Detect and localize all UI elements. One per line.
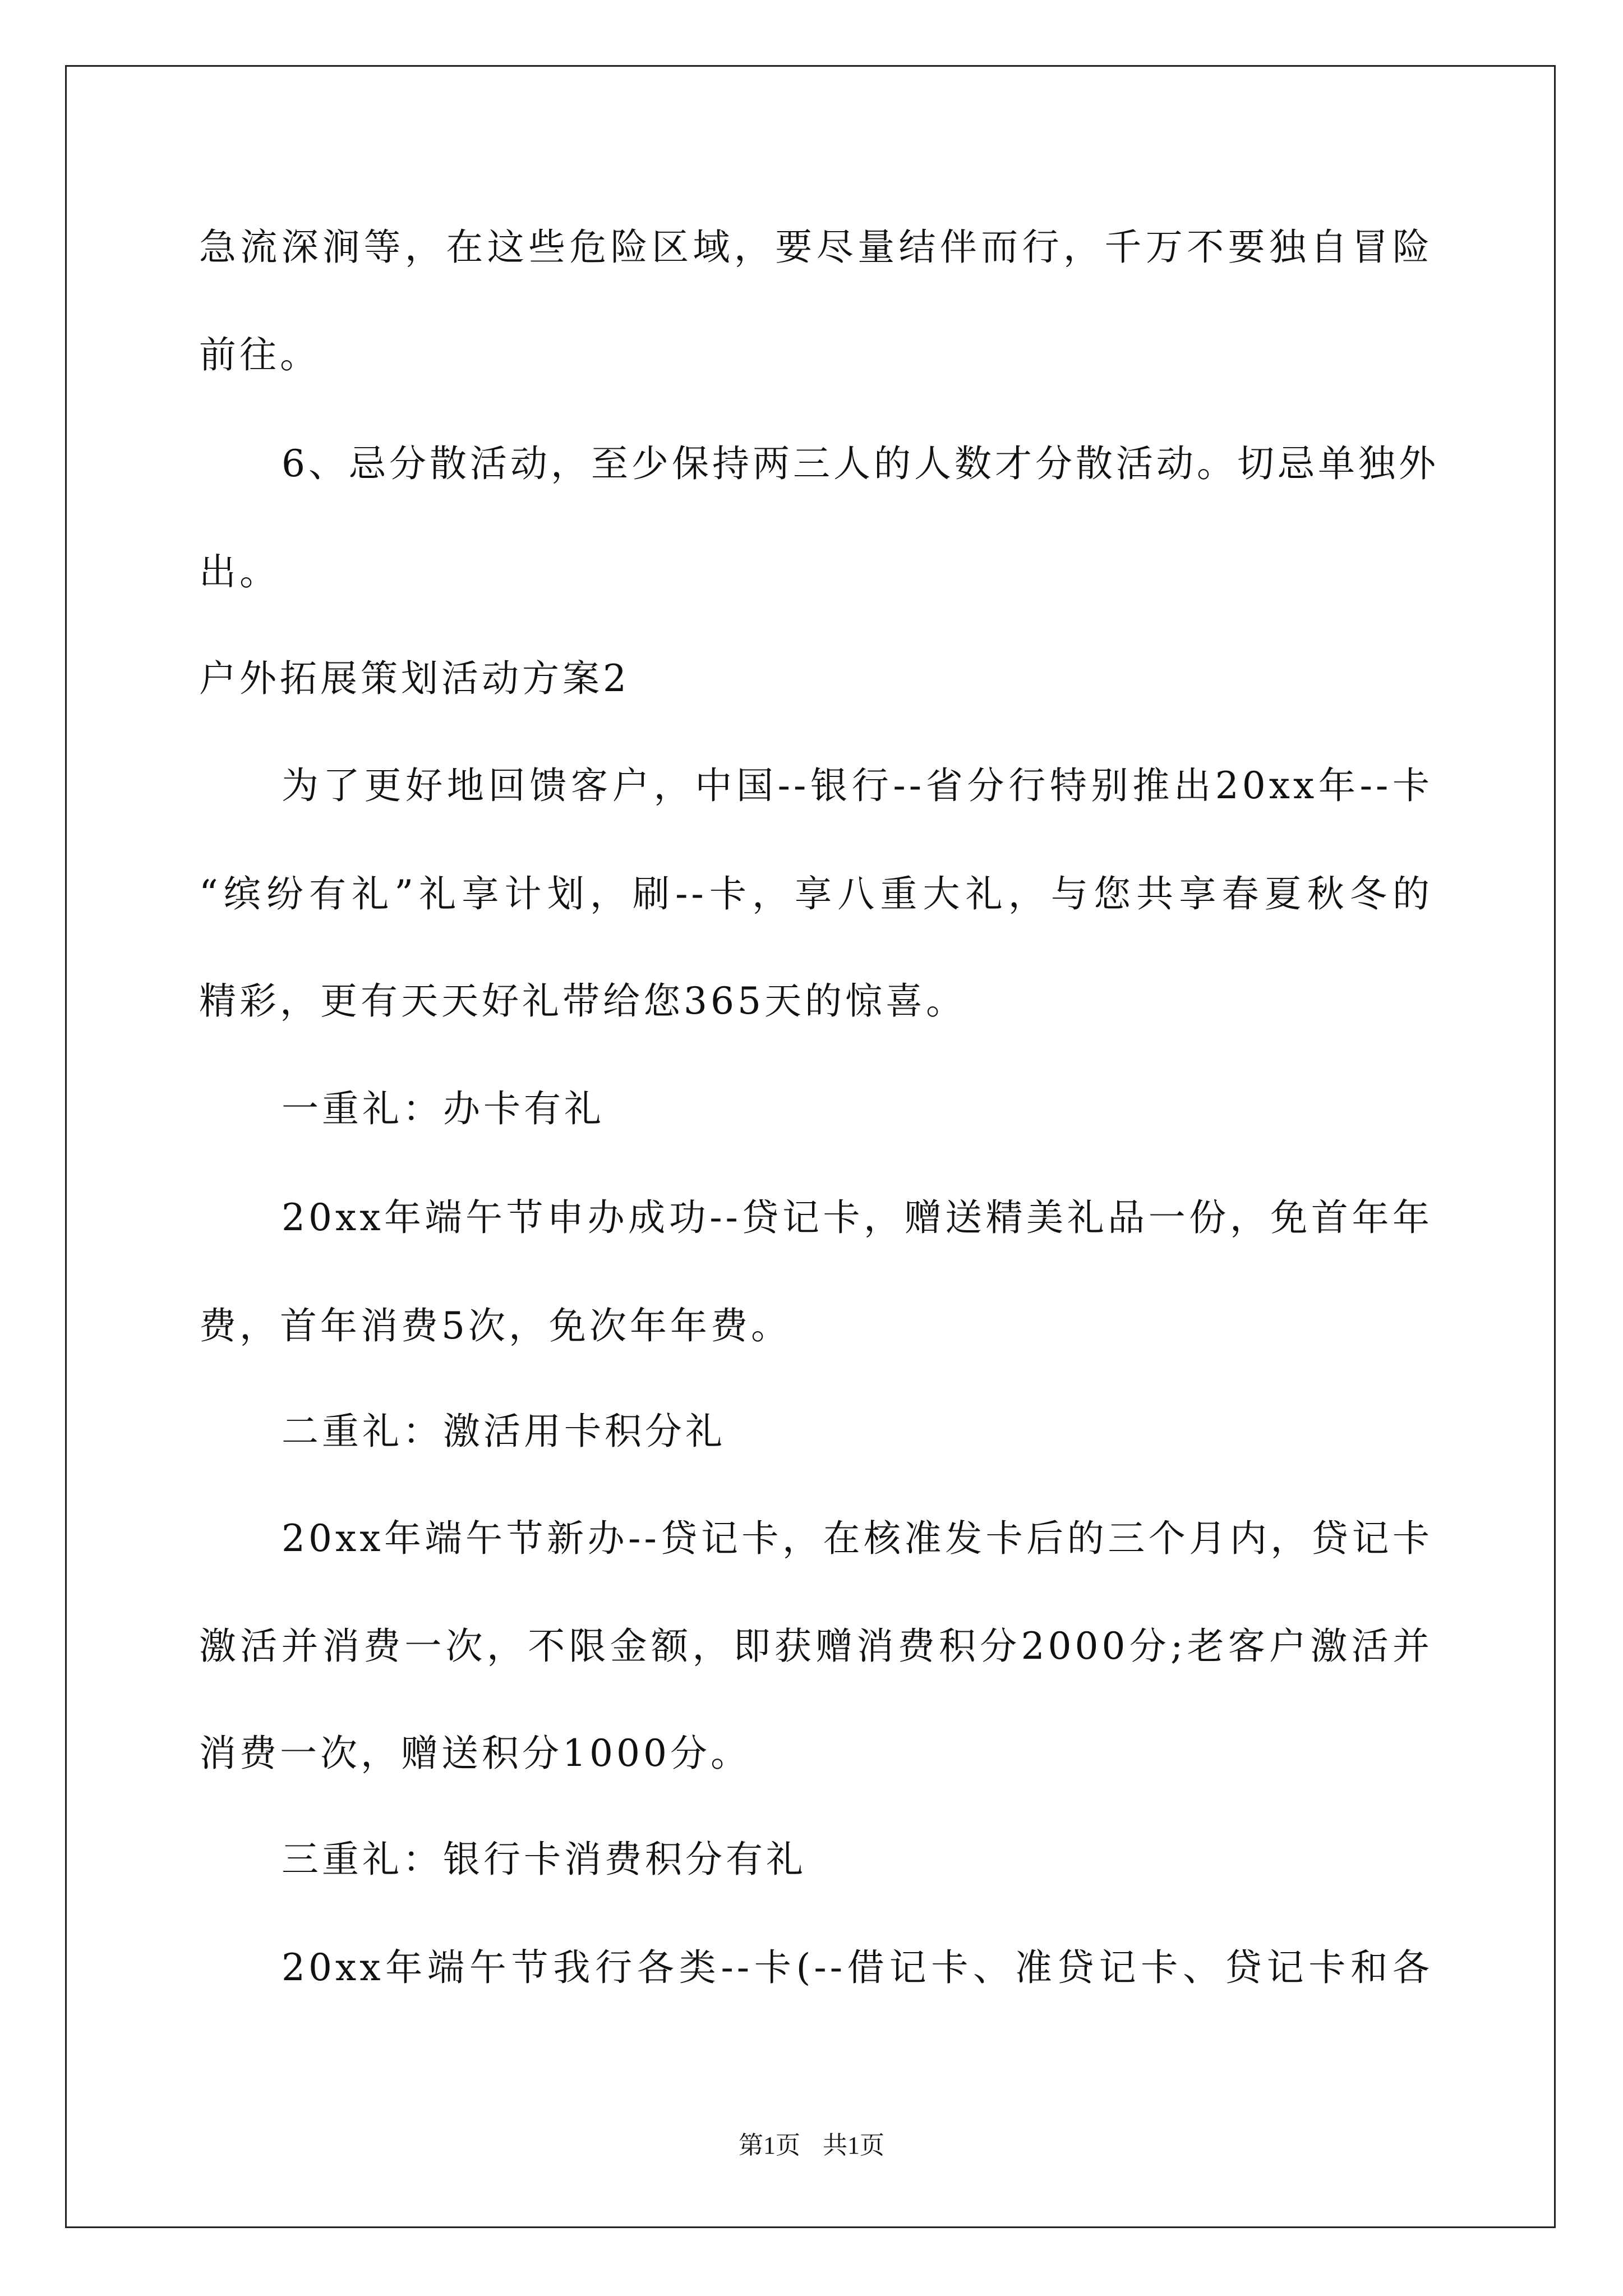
paragraph-line: 激活并消费一次，不限金额，即获赠消费积分2000分;老客户激活并	[199, 1625, 1433, 1668]
subheading: 一重礼：办卡有礼	[282, 1087, 605, 1130]
section-heading: 户外拓展策划活动方案2	[199, 657, 630, 700]
list-item-line: 6、忌分散活动，至少保持两三人的人数才分散活动。切忌单独外	[282, 442, 1439, 485]
paragraph-line: 急流深涧等，在这些危险区域，要尽量结伴而行，千万不要独自冒险	[199, 226, 1433, 269]
subheading: 三重礼：银行卡消费积分有礼	[282, 1838, 806, 1881]
paragraph-line: 20xx年端午节新办--贷记卡，在核准发卡后的三个月内，贷记卡	[282, 1517, 1433, 1560]
page-footer	[0, 2129, 1623, 2162]
paragraph-line: 精彩，更有天天好礼带给您365天的惊喜。	[199, 979, 966, 1023]
page-number: 第1页	[739, 2132, 800, 2159]
subheading: 二重礼：激活用卡积分礼	[282, 1410, 726, 1453]
paragraph-line: “缤纷有礼”礼享计划，刷--卡，享八重大礼，与您共享春夏秋冬的	[199, 872, 1433, 915]
list-item-line: 出。	[199, 550, 280, 593]
paragraph-line: 为了更好地回馈客户，中国--银行--省分行特别推出20xx年--卡	[282, 764, 1433, 807]
paragraph-line: 20xx年端午节申办成功--贷记卡，赠送精美礼品一份，免首年年	[282, 1196, 1433, 1239]
paragraph-line: 费，首年消费5次，免次年年费。	[199, 1304, 791, 1347]
paragraph-line: 消费一次，赠送积分1000分。	[199, 1732, 751, 1775]
paragraph-line: 20xx年端午节我行各类--卡(--借记卡、准贷记卡、贷记卡和各	[282, 1946, 1433, 1989]
paragraph-line: 前往。	[199, 333, 320, 376]
page-total: 共1页	[823, 2132, 884, 2159]
page-border	[65, 65, 1556, 2228]
